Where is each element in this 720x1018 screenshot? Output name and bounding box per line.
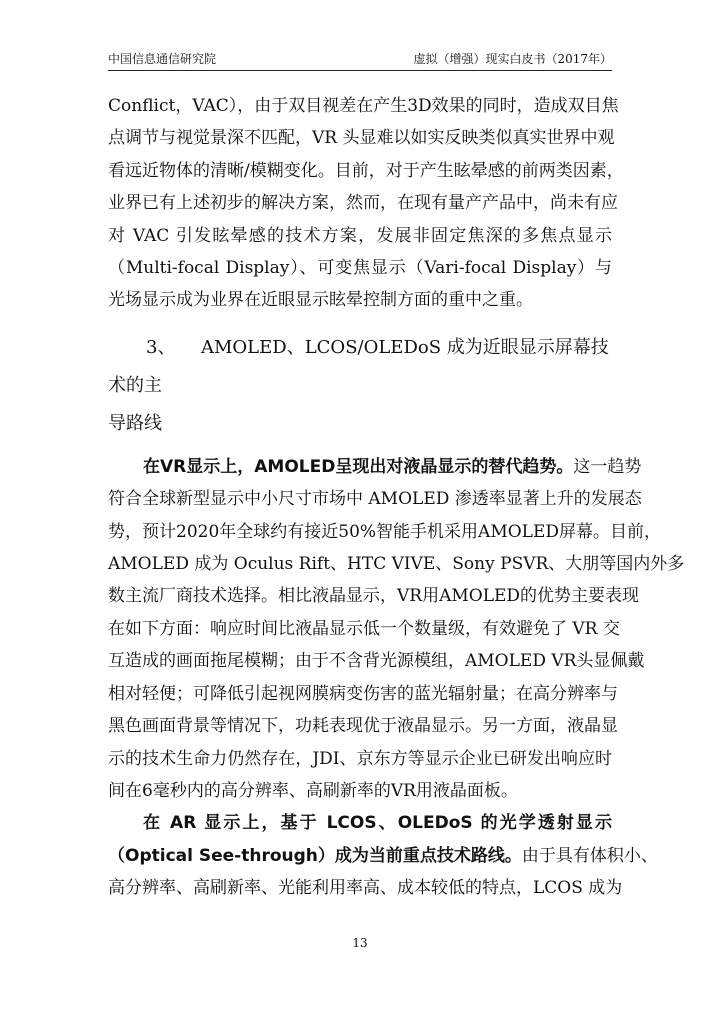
text-line: 示的技术生命力仍然存在，JDI、京东方等显示企业已研发出响应时 — [108, 748, 612, 769]
text-line: 相对轻便；可降低引起视网膜病变伤害的蓝光辐射量；在高分辨率与 — [108, 683, 618, 704]
text-line: Conflict，VAC），由于双目视差在产生3D效果的同时，造成双目焦 — [108, 96, 619, 116]
text-line — [108, 840, 658, 872]
text-line: 对 VAC 引发眩晕感的技术方案，发展非固定焦深的多焦点显示 — [108, 225, 612, 246]
section-title-line1: AMOLED、LCOS/OLEDoS 成为近眼显示屏幕技术的主 — [108, 336, 609, 396]
paragraph-vr-display — [108, 451, 685, 807]
text-line: AMOLED 成为 Oculus Rift、HTC VIVE、Sony PSVR、大朋等国内外多 — [108, 554, 685, 575]
lead-rest: 这一趋势 — [573, 456, 642, 477]
header-doc-title: 虚拟（增强）现实白皮书（2017年） — [413, 52, 612, 66]
text-line: 点调节与视觉景深不匹配，VR 头显难以如实反映类似真实世界中观 — [108, 128, 615, 149]
text-line: 光场显示成为业界在近眼显示眩晕控制方面的重中之重。 — [108, 290, 533, 311]
text-line: 高分辨率、高刷新率、光能利用率高、成本较低的特点，LCOS 成为 — [108, 878, 623, 899]
header-divider — [108, 70, 612, 71]
text-line: 间在6毫秒内的高分辨率、高刷新率的VR用液晶面板。 — [108, 780, 518, 801]
text-line: 业界已有上述初步的解决方案，然而，在现有量产产品中，尚未有应 — [108, 193, 618, 214]
page-number: 13 — [352, 936, 368, 950]
text-line: 在如下方面：响应时间比液晶显示低一个数量级，有效避免了 VR 交 — [108, 618, 620, 639]
text-line: （Multi-focal Display）、可变焦显示（Vari-focal Display）与 — [108, 258, 612, 279]
paragraph-ar-display — [108, 807, 658, 904]
bold-lead: （Optical See-through）成为当前重点技术路线。 — [108, 845, 522, 866]
text-line: 数主流厂商技术选择。相比液晶显示，VR用AMOLED的优势主要表现 — [108, 586, 640, 607]
running-header — [108, 47, 612, 67]
lead-rest: 由于具有体积小、 — [521, 845, 658, 866]
text-line: 互造成的画面拖尾模糊；由于不含背光源模组，AMOLED VR头显佩戴 — [108, 651, 645, 672]
text-line: 黑色画面背景等情况下，功耗表现优于液晶显示。另一方面，液晶显 — [108, 716, 618, 737]
section-heading — [108, 329, 612, 443]
section-title-line2: 导路线 — [108, 412, 162, 434]
text-line: 符合全球新型显示中小尺寸市场中 AMOLED 渗透率显著上升的发展态 — [108, 489, 642, 510]
section-number: 3、 — [146, 336, 176, 358]
text-line: 在 AR 显示上，基于 LCOS、OLEDoS 的光学透射显示 — [143, 813, 612, 834]
text-line: 势，预计2020年全球约有接近50%智能手机采用AMOLED屏幕。目前， — [108, 521, 661, 542]
paragraph-vac — [108, 90, 624, 317]
text-line — [108, 451, 642, 483]
text-line: 看远近物体的清晰/模糊变化。目前，对于产生眩晕感的前两类因素， — [108, 160, 624, 181]
header-org: 中国信息通信研究院 — [108, 52, 217, 66]
bold-lead: 在VR显示上，AMOLED呈现出对液晶显示的替代趋势。 — [143, 456, 574, 477]
document-body — [108, 90, 685, 905]
